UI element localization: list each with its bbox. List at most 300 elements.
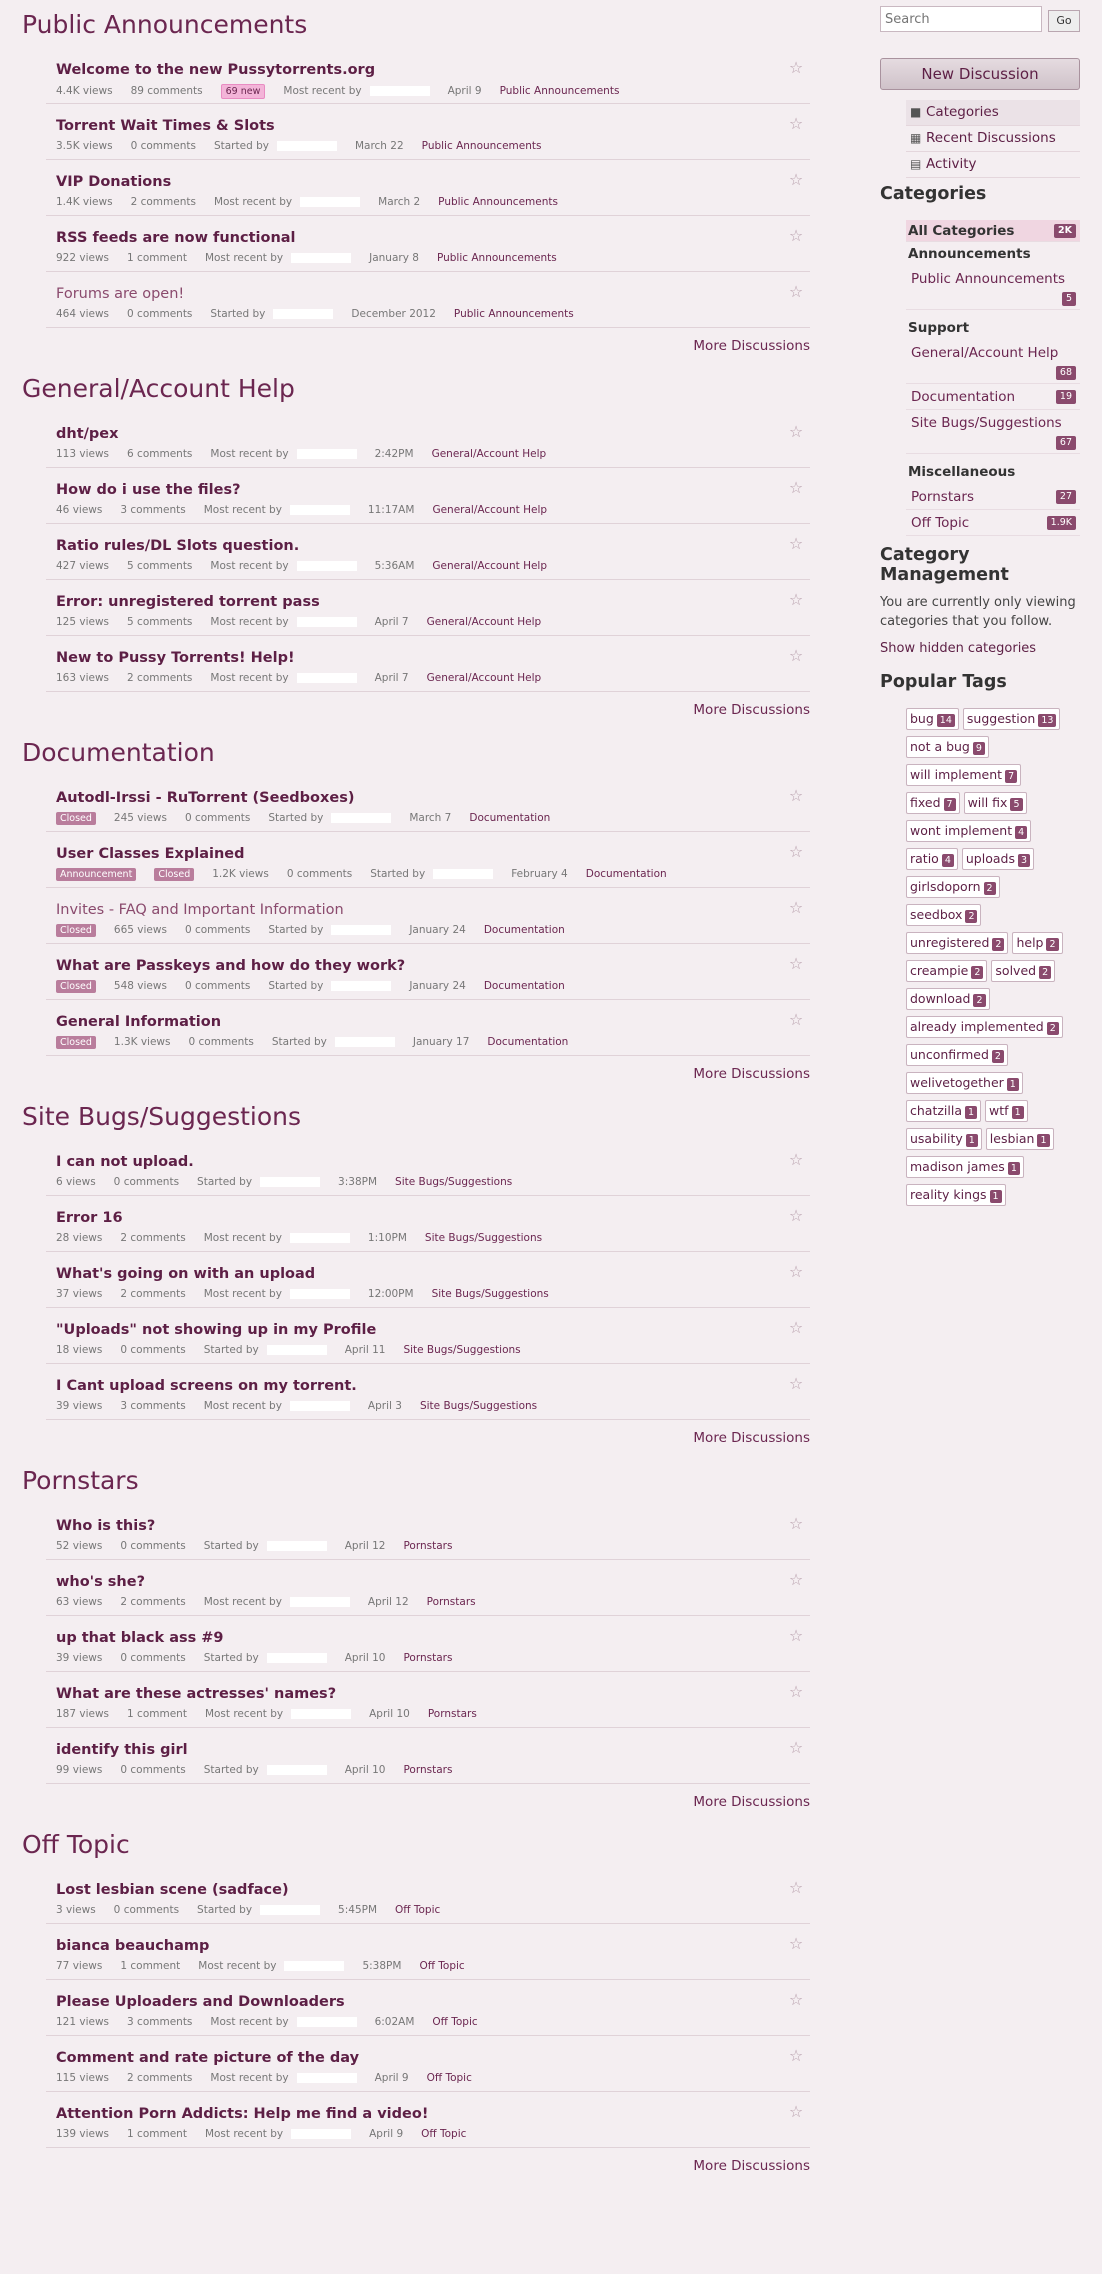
author-label: Most recent by: [203, 1400, 282, 1412]
discussion-title[interactable]: What are these actresses' names?: [56, 1686, 337, 1702]
show-hidden-categories-link[interactable]: Show hidden categories: [880, 641, 1037, 656]
last-date: March 22: [354, 140, 404, 152]
discussion-meta: [56, 1288, 567, 1300]
tag-name: usability: [910, 1131, 963, 1146]
category-link[interactable]: Off Topic: [432, 2016, 478, 2028]
bookmark-star-icon[interactable]: ☆: [788, 1150, 804, 1169]
category-link[interactable]: Site Bugs/Suggestions: [403, 1344, 521, 1356]
discussion-row: [46, 1000, 810, 1056]
nav-item[interactable]: [906, 100, 1080, 126]
tag-link[interactable]: [906, 876, 1000, 898]
tag-link[interactable]: [906, 1156, 1024, 1178]
category-link[interactable]: General/Account Help: [426, 616, 542, 628]
category-item[interactable]: [906, 384, 1080, 410]
category-link[interactable]: General/Account Help: [431, 448, 547, 460]
discussion-row: [46, 636, 810, 692]
nav-item[interactable]: [906, 126, 1080, 152]
discussion-title[interactable]: who's she?: [56, 1574, 145, 1590]
author-name[interactable]: [300, 197, 360, 207]
more-discussions-link[interactable]: More Discussions: [693, 338, 810, 354]
tag-link[interactable]: [906, 960, 987, 982]
bookmark-star-icon[interactable]: ☆: [788, 58, 804, 77]
view-count: 6 views: [56, 1176, 96, 1188]
last-date: January 8: [369, 252, 419, 264]
bookmark-star-icon[interactable]: ☆: [788, 954, 804, 973]
view-count: 548 views: [113, 980, 167, 992]
author-label: Most recent by: [203, 1596, 282, 1608]
tag-link[interactable]: [1012, 932, 1062, 954]
tag-link[interactable]: [906, 932, 1008, 954]
discussion-meta: [56, 1960, 483, 1972]
discussion-title[interactable]: General Information: [56, 1014, 222, 1030]
discussion-row: [46, 1252, 810, 1308]
nav-item[interactable]: [906, 152, 1080, 178]
category-count-badge: 19: [1056, 390, 1076, 404]
section-title[interactable]: Off Topic: [22, 1830, 130, 1859]
bookmark-star-icon[interactable]: ☆: [788, 590, 804, 609]
author-label: Started by: [268, 924, 324, 936]
comment-count: 0 comments: [120, 1540, 186, 1552]
comment-count: 3 comments: [120, 504, 186, 516]
discussion-title[interactable]: I Cant upload screens on my torrent.: [56, 1378, 357, 1394]
comment-count: 0 comments: [184, 812, 251, 824]
category-link[interactable]: Public Announcements: [421, 140, 542, 152]
category-label: All Categories: [908, 223, 1015, 239]
discussion-meta: [56, 980, 583, 993]
tag-count-badge: 9: [973, 742, 985, 755]
tag-name: not a bug: [910, 739, 970, 754]
bookmark-star-icon[interactable]: ☆: [788, 1570, 804, 1589]
category-link[interactable]: Off Topic: [395, 1904, 441, 1916]
comment-count: 6 comments: [127, 448, 193, 460]
category-link[interactable]: Public Announcements: [438, 196, 558, 208]
author-name[interactable]: [290, 505, 350, 515]
category-item[interactable]: [906, 220, 1080, 242]
tag-link[interactable]: [906, 1072, 1023, 1094]
author-name[interactable]: [291, 253, 351, 263]
category-link[interactable]: Public Announcements: [436, 252, 557, 264]
more-discussions-link[interactable]: More Discussions: [693, 1430, 810, 1446]
bookmark-star-icon[interactable]: ☆: [788, 1374, 804, 1393]
author-name[interactable]: [331, 813, 391, 823]
main-content: [22, 0, 812, 2184]
discussion-title[interactable]: What are Passkeys and how do they work?: [56, 958, 406, 974]
discussion-title[interactable]: Invites - FAQ and Important Information: [56, 902, 344, 918]
author-label: Most recent by: [210, 672, 289, 684]
last-date: April 12: [344, 1540, 386, 1552]
comment-count: 2 comments: [120, 1232, 186, 1244]
view-count: 52 views: [56, 1540, 103, 1552]
discussion-title[interactable]: I can not upload.: [56, 1154, 194, 1170]
author-label: Most recent by: [283, 85, 362, 97]
discussion-title[interactable]: "Uploads" not showing up in my Profile: [56, 1322, 377, 1338]
tag-name: suggestion: [966, 711, 1036, 726]
tag-link[interactable]: [906, 1100, 981, 1122]
author-name[interactable]: [297, 2073, 357, 2083]
category-link[interactable]: Pornstars: [403, 1540, 453, 1552]
discussion-list: [46, 776, 810, 1056]
discussion-title[interactable]: What's going on with an upload: [56, 1266, 316, 1282]
bookmark-star-icon[interactable]: ☆: [788, 1206, 804, 1225]
comment-count: 5 comments: [127, 616, 193, 628]
author-name[interactable]: [260, 1177, 320, 1187]
comment-count: 1 comment: [120, 1960, 181, 1972]
last-date: April 7: [374, 672, 409, 684]
discussion-meta: [56, 2128, 484, 2140]
bookmark-star-icon[interactable]: ☆: [788, 1878, 804, 1897]
author-name[interactable]: [290, 1233, 350, 1243]
category-count-badge: 5: [1062, 292, 1076, 306]
author-name[interactable]: [290, 1289, 350, 1299]
tag-count-badge: 1: [1037, 1134, 1049, 1147]
last-date: April 9: [369, 2128, 404, 2140]
category-count-badge: 67: [1056, 436, 1076, 450]
category-link[interactable]: General/Account Help: [432, 504, 548, 516]
author-label: Started by: [203, 1540, 259, 1552]
search-go-button[interactable]: Go: [1048, 10, 1080, 32]
view-count: 665 views: [113, 924, 167, 936]
tag-link[interactable]: [906, 988, 990, 1010]
tag-link[interactable]: [991, 960, 1055, 982]
bookmark-star-icon[interactable]: ☆: [788, 1990, 804, 2009]
discussion-title[interactable]: Error: unregistered torrent pass: [56, 594, 320, 610]
bookmark-star-icon[interactable]: ☆: [788, 2102, 804, 2121]
section-title[interactable]: Documentation: [22, 738, 215, 767]
author-name[interactable]: [291, 1709, 351, 1719]
discussion-title[interactable]: How do i use the files?: [56, 482, 241, 498]
last-date: April 12: [367, 1596, 409, 1608]
author-name[interactable]: [290, 1401, 350, 1411]
discussion-title[interactable]: Comment and rate picture of the day: [56, 2050, 360, 2066]
tag-link[interactable]: [906, 848, 958, 870]
last-date: 2:42PM: [374, 448, 414, 460]
discussion-row: [46, 468, 810, 524]
category-label: Documentation: [911, 389, 1016, 405]
tag-name: unregistered: [910, 935, 990, 950]
view-count: 63 views: [56, 1596, 103, 1608]
view-count: 464 views: [56, 308, 110, 320]
author-label: Started by: [197, 1176, 253, 1188]
tag-count-badge: 2: [1039, 966, 1051, 979]
tag-name: reality kings: [910, 1187, 987, 1202]
tag-link[interactable]: [906, 1044, 1008, 1066]
tag-count-badge: 2: [992, 938, 1004, 951]
discussion-title[interactable]: bianca beauchamp: [56, 1938, 210, 1954]
category-link[interactable]: General/Account Help: [426, 672, 542, 684]
tag-count-badge: 1: [965, 1106, 977, 1119]
category-link[interactable]: Public Announcements: [499, 85, 620, 97]
tag-name: ratio: [910, 851, 939, 866]
bookmark-star-icon[interactable]: ☆: [788, 1010, 804, 1029]
bookmark-star-icon[interactable]: ☆: [788, 1514, 804, 1533]
category-link[interactable]: Documentation: [483, 980, 565, 992]
bookmark-star-icon[interactable]: ☆: [788, 422, 804, 441]
discussion-title[interactable]: RSS feeds are now functional: [56, 230, 296, 246]
tag-link[interactable]: [906, 1184, 1006, 1206]
bookmark-star-icon[interactable]: ☆: [788, 646, 804, 665]
author-name[interactable]: [297, 617, 357, 627]
category-link[interactable]: Off Topic: [426, 2072, 472, 2084]
category-link[interactable]: Documentation: [585, 868, 667, 880]
discussion-title[interactable]: Attention Porn Addicts: Help me find a video!: [56, 2106, 429, 2122]
discussion-title[interactable]: Forums are open!: [56, 286, 185, 302]
discussion-list: [46, 1504, 810, 1784]
tag-name: will fix: [967, 795, 1008, 810]
discussion-row: [46, 1504, 810, 1560]
discussion-row: [46, 1560, 810, 1616]
bookmark-star-icon[interactable]: ☆: [788, 170, 804, 189]
category-label: Public Announcements: [911, 271, 1066, 287]
comment-count: 2 comments: [120, 1288, 186, 1300]
view-count: 1.2K views: [212, 868, 269, 880]
author-name[interactable]: [433, 869, 493, 879]
discussion-row: [46, 104, 810, 160]
bookmark-star-icon[interactable]: ☆: [788, 2046, 804, 2065]
tag-name: creampie: [910, 963, 969, 978]
last-date: 3:38PM: [338, 1176, 378, 1188]
category-item[interactable]: [906, 484, 1080, 510]
discussion-tag-badge: Closed: [154, 868, 194, 881]
category-link[interactable]: Pornstars: [403, 1764, 453, 1776]
bookmark-star-icon[interactable]: ☆: [788, 1262, 804, 1281]
author-label: Most recent by: [203, 1288, 282, 1300]
tag-name: will implement: [910, 767, 1003, 782]
category-item[interactable]: [906, 266, 1080, 310]
nav-list: [906, 100, 1080, 178]
category-label: General/Account Help: [911, 345, 1059, 361]
view-count: 163 views: [56, 672, 110, 684]
view-count: 1.4K views: [56, 196, 113, 208]
author-name[interactable]: [267, 1653, 327, 1663]
category-link[interactable]: Pornstars: [403, 1652, 453, 1664]
discussion-meta: [56, 1400, 555, 1412]
discussion-title[interactable]: New to Pussy Torrents! Help!: [56, 650, 295, 666]
author-name[interactable]: [291, 2129, 351, 2139]
bookmark-star-icon[interactable]: ☆: [788, 1934, 804, 1953]
last-date: April 10: [344, 1652, 386, 1664]
author-name[interactable]: [331, 981, 391, 991]
discussion-row: [46, 272, 810, 328]
category-link[interactable]: Documentation: [483, 924, 565, 936]
tag-count-badge: 1: [1012, 1106, 1024, 1119]
author-label: Most recent by: [198, 1960, 277, 1972]
bookmark-star-icon[interactable]: ☆: [788, 842, 804, 861]
author-name[interactable]: [273, 309, 333, 319]
last-date: January 24: [409, 980, 466, 992]
discussion-meta: [56, 1596, 494, 1608]
author-name[interactable]: [267, 1345, 327, 1355]
section-title[interactable]: Site Bugs/Suggestions: [22, 1102, 302, 1131]
bookmark-star-icon[interactable]: ☆: [788, 534, 804, 553]
tag-link[interactable]: [906, 792, 960, 814]
discussion-meta: [56, 504, 565, 516]
tag-link[interactable]: [906, 1016, 1063, 1038]
discussion-meta: [56, 2016, 496, 2028]
category-item[interactable]: [906, 410, 1080, 454]
category-link[interactable]: Pornstars: [426, 1596, 476, 1608]
bookmark-star-icon[interactable]: ☆: [788, 1626, 804, 1645]
search-input[interactable]: [880, 6, 1042, 32]
bookmark-star-icon[interactable]: ☆: [788, 478, 804, 497]
discussion-title[interactable]: Error 16: [56, 1210, 123, 1226]
author-name[interactable]: [290, 1597, 350, 1607]
discussion-meta: [56, 1708, 495, 1720]
more-discussions-link[interactable]: More Discussions: [693, 2158, 810, 2174]
section-title[interactable]: Public Announcements: [22, 10, 308, 39]
discussion-row: [46, 580, 810, 636]
discussion-title[interactable]: Torrent Wait Times & Slots: [56, 118, 275, 134]
bookmark-star-icon[interactable]: ☆: [788, 786, 804, 805]
comment-count: 0 comments: [130, 140, 196, 152]
popular-tags-heading: Popular Tags: [880, 672, 1007, 692]
tag-link[interactable]: [985, 1100, 1028, 1122]
category-link[interactable]: Off Topic: [419, 1960, 465, 1972]
author-name[interactable]: [267, 1541, 327, 1551]
author-name[interactable]: [297, 2017, 357, 2027]
discussion-row: [46, 1868, 810, 1924]
bookmark-star-icon[interactable]: ☆: [788, 114, 804, 133]
view-count: 99 views: [56, 1764, 103, 1776]
discussion-row: [46, 1616, 810, 1672]
author-name[interactable]: [277, 141, 337, 151]
view-count: 3 views: [56, 1904, 96, 1916]
discussion-meta: [56, 924, 583, 937]
more-discussions-link[interactable]: More Discussions: [693, 1066, 810, 1082]
discussion-title[interactable]: User Classes Explained: [56, 846, 245, 862]
discussion-title[interactable]: Who is this?: [56, 1518, 156, 1534]
author-name[interactable]: [297, 449, 357, 459]
category-link[interactable]: Site Bugs/Suggestions: [431, 1288, 549, 1300]
bookmark-star-icon[interactable]: ☆: [788, 1682, 804, 1701]
discussion-row: [46, 888, 810, 944]
discussion-meta: [56, 1036, 586, 1049]
section-title[interactable]: Pornstars: [22, 1466, 139, 1495]
category-link[interactable]: Public Announcements: [453, 308, 574, 320]
tag-link[interactable]: [963, 708, 1061, 730]
category-link[interactable]: Site Bugs/Suggestions: [395, 1176, 513, 1188]
discussion-title[interactable]: Please Uploaders and Downloaders: [56, 1994, 345, 2010]
tag-link[interactable]: [906, 708, 959, 730]
tag-count-badge: 3: [1018, 854, 1030, 867]
author-name[interactable]: [267, 1765, 327, 1775]
discussion-title[interactable]: Welcome to the new Pussytorrents.org: [56, 62, 376, 78]
comment-count: 3 comments: [127, 2016, 193, 2028]
new-discussion-button[interactable]: New Discussion: [880, 58, 1080, 90]
last-date: 11:17AM: [367, 504, 415, 516]
category-link[interactable]: General/Account Help: [432, 560, 548, 572]
discussion-title[interactable]: dht/pex: [56, 426, 119, 442]
tag-count-badge: 2: [1046, 938, 1058, 951]
tag-name: wtf: [989, 1103, 1009, 1118]
bookmark-star-icon[interactable]: ☆: [788, 282, 804, 301]
discussion-title[interactable]: Lost lesbian scene (sadface): [56, 1882, 289, 1898]
category-count-badge: 68: [1056, 366, 1076, 380]
tag-link[interactable]: [906, 1128, 982, 1150]
discussion-title[interactable]: VIP Donations: [56, 174, 172, 190]
view-count: 37 views: [56, 1288, 103, 1300]
discussion-tag-badge: Closed: [56, 924, 96, 937]
discussion-row: [46, 1980, 810, 2036]
view-count: 39 views: [56, 1652, 103, 1664]
category-label: Announcements: [908, 246, 1031, 262]
more-discussions-link[interactable]: More Discussions: [693, 1794, 810, 1810]
author-name[interactable]: [297, 561, 357, 571]
last-date: 1:10PM: [367, 1232, 407, 1244]
category-link[interactable]: Off Topic: [421, 2128, 467, 2140]
bookmark-star-icon[interactable]: ☆: [788, 1738, 804, 1757]
author-label: Most recent by: [210, 616, 289, 628]
bookmark-star-icon[interactable]: ☆: [788, 226, 804, 245]
comment-count: 1 comment: [127, 252, 187, 264]
tag-link[interactable]: [986, 1128, 1054, 1150]
category-link[interactable]: Documentation: [487, 1036, 569, 1048]
view-count: 187 views: [56, 1708, 110, 1720]
last-date: April 9: [374, 2072, 409, 2084]
discussion-list: [46, 412, 810, 692]
bookmark-star-icon[interactable]: ☆: [788, 898, 804, 917]
author-name[interactable]: [331, 925, 391, 935]
comment-count: 2 comments: [127, 672, 193, 684]
comment-count: 5 comments: [127, 560, 193, 572]
tag-link[interactable]: [906, 736, 989, 758]
popular-tags: [906, 708, 1080, 1212]
discussion-row: [46, 524, 810, 580]
discussion-row: [46, 1364, 810, 1420]
tag-count-badge: 2: [973, 994, 985, 1007]
tag-link[interactable]: [964, 792, 1027, 814]
tag-link[interactable]: [906, 904, 981, 926]
category-item[interactable]: [906, 340, 1080, 384]
author-name[interactable]: [297, 673, 357, 683]
discussion-meta: [56, 812, 568, 825]
tag-link[interactable]: [962, 848, 1034, 870]
discussion-title[interactable]: up that black ass #9: [56, 1630, 224, 1646]
last-date: March 2: [378, 196, 421, 208]
category-link[interactable]: Site Bugs/Suggestions: [419, 1400, 538, 1412]
author-label: Started by: [268, 980, 324, 992]
category-link[interactable]: Pornstars: [427, 1708, 477, 1720]
tag-count-badge: 14: [937, 714, 955, 727]
tag-count-badge: 5: [1010, 798, 1022, 811]
discussion-title[interactable]: Ratio rules/DL Slots question.: [56, 538, 300, 554]
tag-link[interactable]: [906, 764, 1021, 786]
discussion-title[interactable]: identify this girl: [56, 1742, 188, 1758]
author-name[interactable]: [260, 1905, 320, 1915]
author-label: Started by: [203, 1652, 259, 1664]
category-link[interactable]: Documentation: [469, 812, 551, 824]
discussion-row: [46, 412, 810, 468]
discussion-meta: [56, 1176, 530, 1188]
tag-link[interactable]: [906, 820, 1031, 842]
discussion-tag-badge: Closed: [56, 812, 96, 825]
category-item[interactable]: [906, 510, 1080, 536]
author-label: Most recent by: [213, 196, 293, 208]
category-label: Miscellaneous: [908, 464, 1016, 480]
section-title[interactable]: General/Account Help: [22, 374, 295, 403]
author-label: Most recent by: [203, 504, 282, 516]
bookmark-star-icon[interactable]: ☆: [788, 1318, 804, 1337]
author-name[interactable]: [284, 1961, 344, 1971]
category-link[interactable]: Site Bugs/Suggestions: [424, 1232, 543, 1244]
author-label: Most recent by: [210, 448, 289, 460]
tag-name: unconfirmed: [910, 1047, 989, 1062]
more-discussions-link[interactable]: More Discussions: [693, 702, 810, 718]
author-name[interactable]: [335, 1037, 395, 1047]
discussion-row: [46, 1196, 810, 1252]
author-name[interactable]: [370, 86, 430, 96]
tag-name: help: [1016, 935, 1044, 950]
discussion-title[interactable]: Autodl-Irssi - RuTorrent (Seedboxes): [56, 790, 355, 806]
